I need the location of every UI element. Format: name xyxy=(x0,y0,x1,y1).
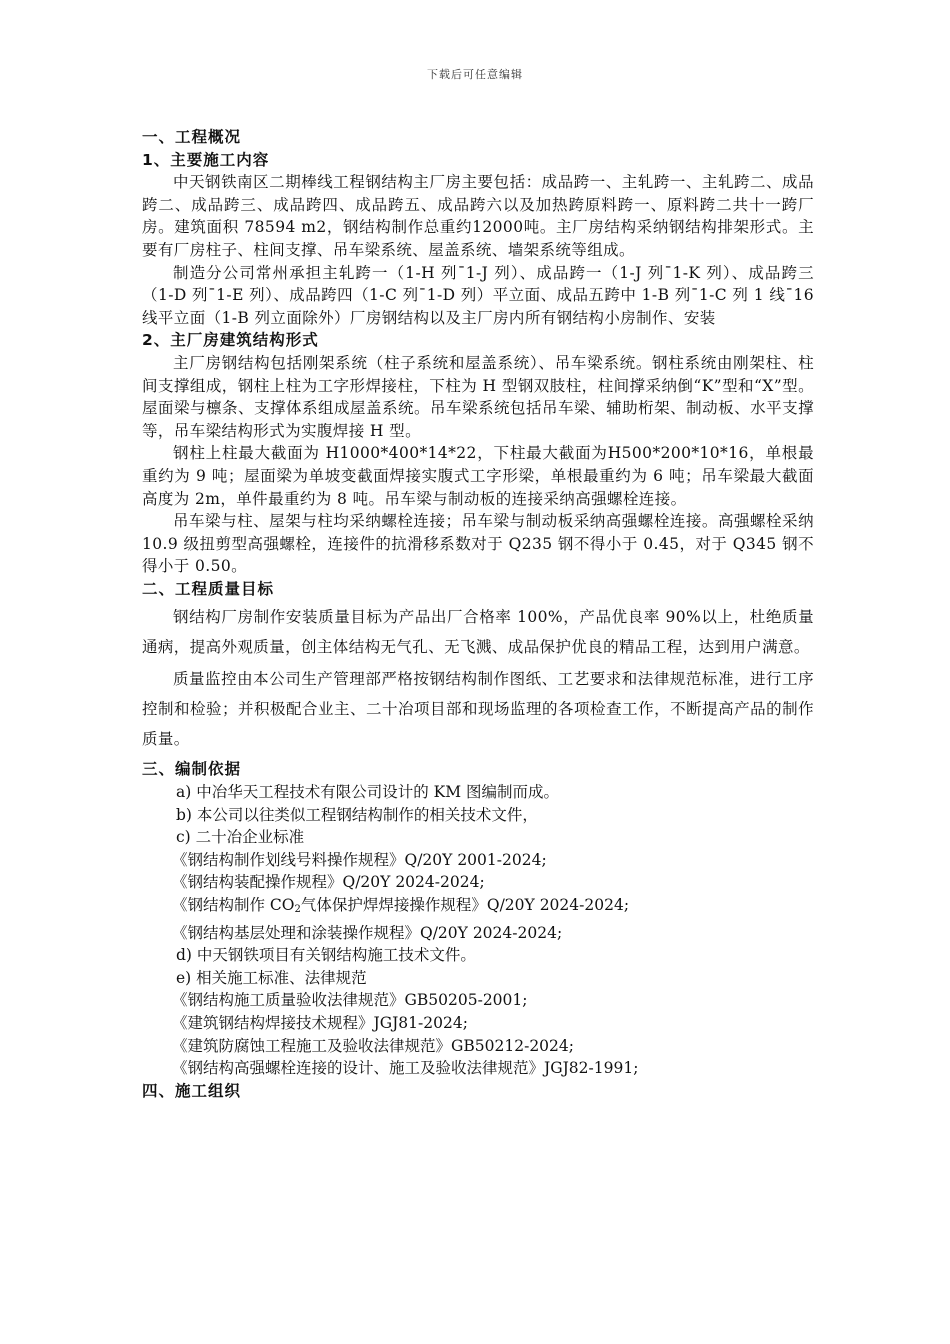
paragraph: 中天钢铁南区二期棒线工程钢结构主厂房主要包括：成品跨一、主轧跨一、主轧跨二、成品跨二、成品跨三、成品跨四、成品跨五、成品跨六以及加热跨原料跨一、原料跨二共十一跨厂房。建筑面积 78594 m2，钢结构制作总重约12000吨。主厂房结构采纳钢结构排架形式。主要有厂房柱子、柱间支撑、吊车梁系统、屋盖系统、墙架系统等组成。 xyxy=(142,173,814,259)
paragraph: 质量监控由本公司生产管理部严格按钢结构制作图纸、工艺要求和法律规范标准，进行工序控制和检验；并积极配合业主、二十冶项目部和现场监理的各项检查工作，不断提高产品的制作质量。 xyxy=(142,670,814,749)
subscript: 2 xyxy=(294,904,301,916)
paragraph: 制造分公司常州承担主轧跨一（1-H 列¯1-J 列）、成品跨一（1-J 列¯1-K 列）、成品跨三（1-D 列¯1-E 列）、成品跨四（1-C 列¯1-D 列）平立面、成品五跨中 1-B 列¯1-C 列 1 线¯16 线平立面（1-B 列立面除外）厂房钢结构以及主厂房内所有钢结构小房制作、安装 xyxy=(142,263,814,327)
standard-text: 《钢结构制作 CO xyxy=(172,896,295,915)
section-3-title: 三、编制依据 xyxy=(142,760,242,779)
document-body xyxy=(142,126,814,1102)
list-item: b) 本公司以往类似工程钢结构制作的相关技术文件， xyxy=(176,805,538,824)
standard-item: 《钢结构施工质量验收法律规范》GB50205-2001; xyxy=(172,991,528,1010)
paragraph: 吊车梁与柱、屋架与柱均采纳螺栓连接；吊车梁与制动板采纳高强螺栓连接。高强螺栓采纳 10.9 级扭剪型高强螺栓，连接件的抗滑移系数对于 Q235 钢不得小于 0.45，对于 Q345 钢不得小于 0.50。 xyxy=(142,512,814,576)
section-1-2-title: 2、主厂房建筑结构形式 xyxy=(142,331,319,350)
paragraph: 钢柱上柱最大截面为 H1000*400*14*22，下柱最大截面为H500*200*10*16，单根最重约为 9 吨；屋面梁为单坡变截面焊接实腹式工字形梁，单根最重约为 6 吨；吊车梁最大截面高度为 2m，单件最重约为 8 吨。吊车梁与制动板的连接采纳高强螺栓连接。 xyxy=(142,444,814,508)
section-2-title: 二、工程质量目标 xyxy=(142,579,275,598)
paragraph: 钢结构厂房制作安装质量目标为产品出厂合格率 100%，产品优良率 90%以上，杜绝质量通病，提高外观质量，创主体结构无气孔、无飞溅、成品保护优良的精品工程，达到用户满意。 xyxy=(142,608,814,657)
section-1-1-title: 1、主要施工内容 xyxy=(142,150,270,169)
standard-item: 《建筑防腐蚀工程施工及验收法律规范》GB50212-2024; xyxy=(172,1036,574,1055)
list-item: e) 相关施工标准、法律规范 xyxy=(176,968,367,987)
section-4-title: 四、施工组织 xyxy=(142,1081,242,1100)
list-item: c) 二十冶企业标准 xyxy=(176,828,305,847)
standard-item: 《钢结构基层处理和涂装操作规程》Q/20Y 2024-2024; xyxy=(172,923,563,942)
standard-item: 《建筑钢结构焊接技术规程》JGJ81-2024; xyxy=(172,1014,468,1032)
standard-item: 《钢结构制作划线号料操作规程》Q/20Y 2001-2024; xyxy=(172,850,547,869)
standard-item: 《钢结构高强螺栓连接的设计、施工及验收法律规范》JGJ82-1991; xyxy=(172,1059,639,1078)
standard-item: 《钢结构装配操作规程》Q/20Y 2024-2024; xyxy=(172,873,485,892)
page-header-note: 下载后可任意编辑 xyxy=(427,68,523,81)
section-1-title: 一、工程概况 xyxy=(142,128,242,146)
list-item: d) 中天钢铁项目有关钢结构施工技术文件。 xyxy=(176,946,476,965)
paragraph: 主厂房钢结构包括刚架系统（柱子系统和屋盖系统）、吊车梁系统。钢柱系统由刚架柱、柱间支撑组成，钢柱上柱为工字形焊接柱，下柱为 H 型钢双肢柱，柱间撑采纳倒“K”型和“X”型。屋面梁与檩条、支撑体系组成屋盖系统。吊车梁系统包括吊车梁、辅助桁架、制动板、水平支撑等，吊车梁结构形式为实腹焊接 H 型。 xyxy=(142,353,814,440)
list-item: a) 中冶华天工程技术有限公司设计的 KM 图编制而成。 xyxy=(176,783,560,802)
standard-text: 气体保护焊焊接操作规程》Q/20Y 2024-2024; xyxy=(300,896,630,915)
standard-item xyxy=(142,894,814,922)
